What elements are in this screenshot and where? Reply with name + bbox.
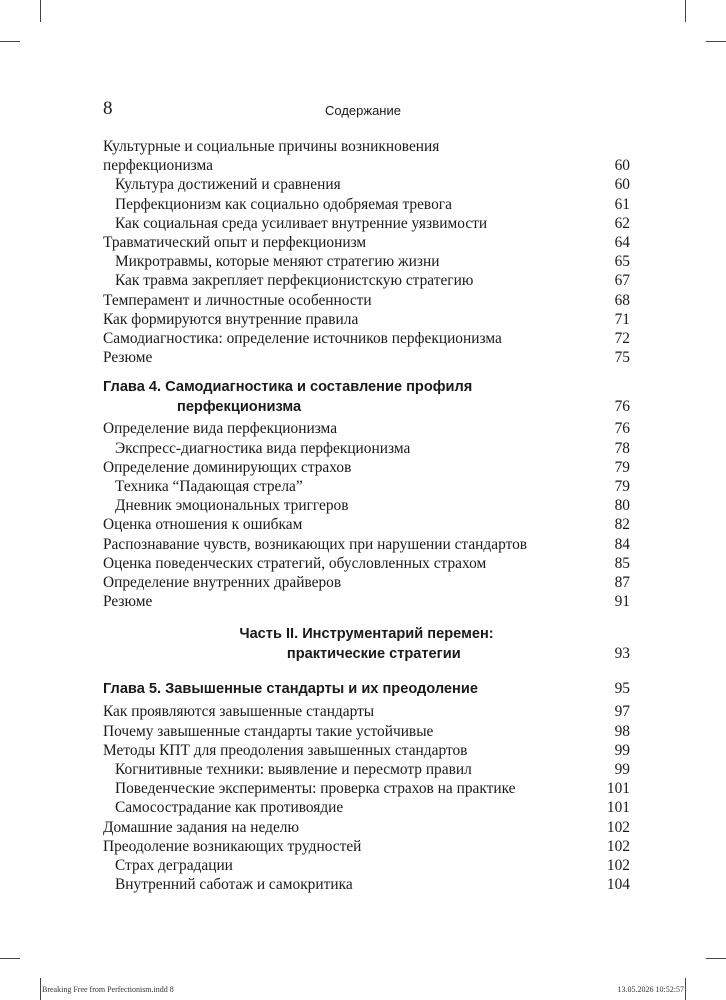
toc-entry-title: Когнитивные техники: выявление и пересмотр правил — [115, 761, 472, 779]
toc-entry[interactable] — [103, 741, 630, 760]
toc-entry-page: 75 — [614, 349, 630, 367]
toc-entry-page: 99 — [614, 761, 630, 779]
toc-entry-page: 85 — [614, 554, 630, 572]
toc-entry-page: 101 — [606, 780, 630, 798]
toc-section-3 — [103, 702, 630, 894]
toc-entry[interactable] — [103, 458, 630, 477]
toc-entry-page: 76 — [614, 420, 630, 438]
toc-entry-page: 102 — [606, 857, 630, 875]
toc-entry[interactable] — [103, 592, 630, 611]
toc-entry[interactable] — [103, 779, 630, 798]
toc-entry-title: Темперамент и личностные особенности — [103, 291, 372, 309]
toc-entry-page: 68 — [614, 291, 630, 309]
toc-entry-title: Культура достижений и сравнения — [115, 176, 341, 194]
toc-entry-page: 91 — [614, 593, 630, 611]
toc-entry[interactable] — [103, 175, 630, 194]
toc-entry-title: Внутренний саботаж и самокритика — [115, 876, 353, 894]
toc-entry-page: 98 — [614, 722, 630, 740]
toc-entry-title: Оценка поведенческих стратегий, обусловленных страхом — [103, 554, 487, 572]
toc-entry-title: перфекционизма — [103, 157, 214, 175]
toc-entry-title: Оценка отношения к ошибкам — [103, 516, 303, 534]
toc-entry-title: Техника “Падающая стрела” — [115, 478, 303, 496]
toc-entry[interactable] — [103, 214, 630, 233]
toc-entry-page: 84 — [614, 535, 630, 553]
toc-entry[interactable] — [103, 798, 630, 817]
toc-entry[interactable] — [103, 496, 630, 515]
toc-entry-title: Культурные и социальные причины возникновения — [103, 138, 440, 155]
toc-entry-page: 61 — [614, 195, 630, 213]
toc-entry[interactable] — [103, 156, 630, 175]
toc-entry-page: 60 — [614, 157, 630, 175]
toc-entry[interactable] — [103, 419, 630, 438]
toc-entry-title: Домашние задания на неделю — [103, 818, 299, 836]
toc-entry-page: 71 — [614, 310, 630, 328]
toc-entry-title: Определение доминирующих страхов — [103, 458, 352, 476]
toc-entry-title: Как социальная среда усиливает внутренние уязвимости — [115, 214, 488, 232]
toc-entry[interactable] — [103, 760, 630, 779]
toc-entry[interactable] — [103, 535, 630, 554]
toc-entry-page: 87 — [614, 574, 630, 592]
toc-entry-title: Распознавание чувств, возникающих при нарушении стандартов — [103, 535, 528, 553]
toc-entry[interactable] — [103, 818, 630, 837]
toc-entry-title: Методы КПТ для преодоления завышенных стандартов — [103, 741, 468, 759]
toc-entry-title: Дневник эмоциональных триггеров — [115, 497, 349, 515]
footer-timestamp: 13.05.2026 10:52:57 — [617, 985, 684, 994]
table-of-contents — [103, 137, 630, 895]
page-number: 8 — [103, 98, 113, 119]
toc-entry-page: 72 — [614, 330, 630, 348]
toc-entry-title: Страх деградации — [115, 857, 233, 875]
toc-section-2 — [103, 419, 630, 611]
toc-entry-title: Почему завышенные стандарты такие устойчивые — [103, 722, 434, 740]
toc-entry-page: 104 — [606, 876, 630, 894]
toc-entry-page: 101 — [606, 799, 630, 817]
toc-entry-title: Как проявляются завышенные стандарты — [103, 703, 375, 721]
toc-entry[interactable] — [103, 137, 630, 156]
toc-entry-page: 82 — [614, 516, 630, 534]
running-head: Содержание — [325, 103, 401, 118]
toc-entry-page: 60 — [614, 176, 630, 194]
toc-entry-title: Резюме — [103, 349, 153, 367]
toc-entry[interactable] — [103, 233, 630, 252]
toc-entry[interactable] — [103, 554, 630, 573]
toc-entry[interactable] — [103, 291, 630, 310]
toc-entry[interactable] — [103, 329, 630, 348]
chapter-4-title-line-2: перфекционизма — [177, 399, 302, 416]
toc-entry-title: Как травма закрепляет перфекционистскую стратегию — [115, 272, 474, 290]
toc-entry-page: 80 — [614, 497, 630, 515]
toc-entry-page: 78 — [614, 439, 630, 457]
toc-entry[interactable] — [103, 310, 630, 329]
toc-entry-title: Поведенческие эксперименты: проверка страхов на практике — [115, 780, 516, 798]
chapter-5-heading[interactable] — [103, 678, 630, 700]
toc-entry-title: Микротравмы, которые меняют стратегию жизни — [115, 253, 440, 271]
toc-entry-title: Как формируются внутренние правила — [103, 310, 359, 328]
chapter-4-page: 76 — [614, 398, 630, 416]
toc-entry-page: 102 — [606, 837, 630, 855]
toc-entry-page: 97 — [614, 703, 630, 721]
toc-entry-title: Резюме — [103, 593, 153, 611]
toc-entry[interactable] — [103, 439, 630, 458]
toc-entry[interactable] — [103, 195, 630, 214]
chapter-4-title-line-1: Глава 4. Самодиагностика и составление профиля — [103, 379, 473, 396]
toc-entry[interactable] — [103, 702, 630, 721]
toc-entry[interactable] — [103, 722, 630, 741]
part-2-title-line-1: Часть II. Инструментарий перемен: — [239, 626, 494, 643]
toc-entry-page: 79 — [614, 458, 630, 476]
toc-entry[interactable] — [103, 252, 630, 271]
toc-entry-title: Преодоление возникающих трудностей — [103, 837, 362, 855]
toc-entry-page: 64 — [614, 234, 630, 252]
toc-entry-title: Самодиагностика: определение источников перфекционизма — [103, 330, 502, 348]
toc-entry-page: 65 — [614, 253, 630, 271]
toc-entry-page: 79 — [614, 478, 630, 496]
toc-entry[interactable] — [103, 515, 630, 534]
footer-file-info: Breaking Free from Perfectionism.indd 8 — [42, 985, 174, 994]
toc-entry-title: Самосострадание как противоядие — [115, 799, 344, 817]
toc-entry-page: 102 — [606, 818, 630, 836]
toc-entry[interactable] — [103, 477, 630, 496]
toc-entry-page: 62 — [614, 214, 630, 232]
chapter-5-page: 95 — [614, 680, 630, 698]
toc-entry[interactable] — [103, 348, 630, 367]
toc-entry-title: Определение внутренних драйверов — [103, 574, 342, 592]
toc-entry[interactable] — [103, 271, 630, 290]
chapter-4-heading[interactable] — [103, 378, 630, 417]
toc-section-1 — [103, 137, 630, 367]
part-2-page: 93 — [614, 645, 630, 663]
toc-entry-title: Травматический опыт и перфекционизм — [103, 234, 367, 252]
toc-entry-title: Экспресс-диагностика вида перфекционизма — [115, 439, 411, 457]
toc-entry[interactable] — [103, 856, 630, 875]
toc-entry-page: 67 — [614, 272, 630, 290]
toc-entry[interactable] — [103, 875, 630, 894]
toc-entry-page: 99 — [614, 741, 630, 759]
toc-entry-title: Определение вида перфекционизма — [103, 420, 338, 438]
chapter-5-title: Глава 5. Завышенные стандарты и их преодоление — [103, 681, 478, 698]
toc-entry[interactable] — [103, 573, 630, 592]
toc-entry[interactable] — [103, 837, 630, 856]
toc-entry-title: Перфекционизм как социально одобряемая тревога — [115, 195, 452, 213]
part-2-heading[interactable] — [103, 625, 630, 664]
part-2-title-line-2: практические стратегии — [286, 646, 461, 663]
